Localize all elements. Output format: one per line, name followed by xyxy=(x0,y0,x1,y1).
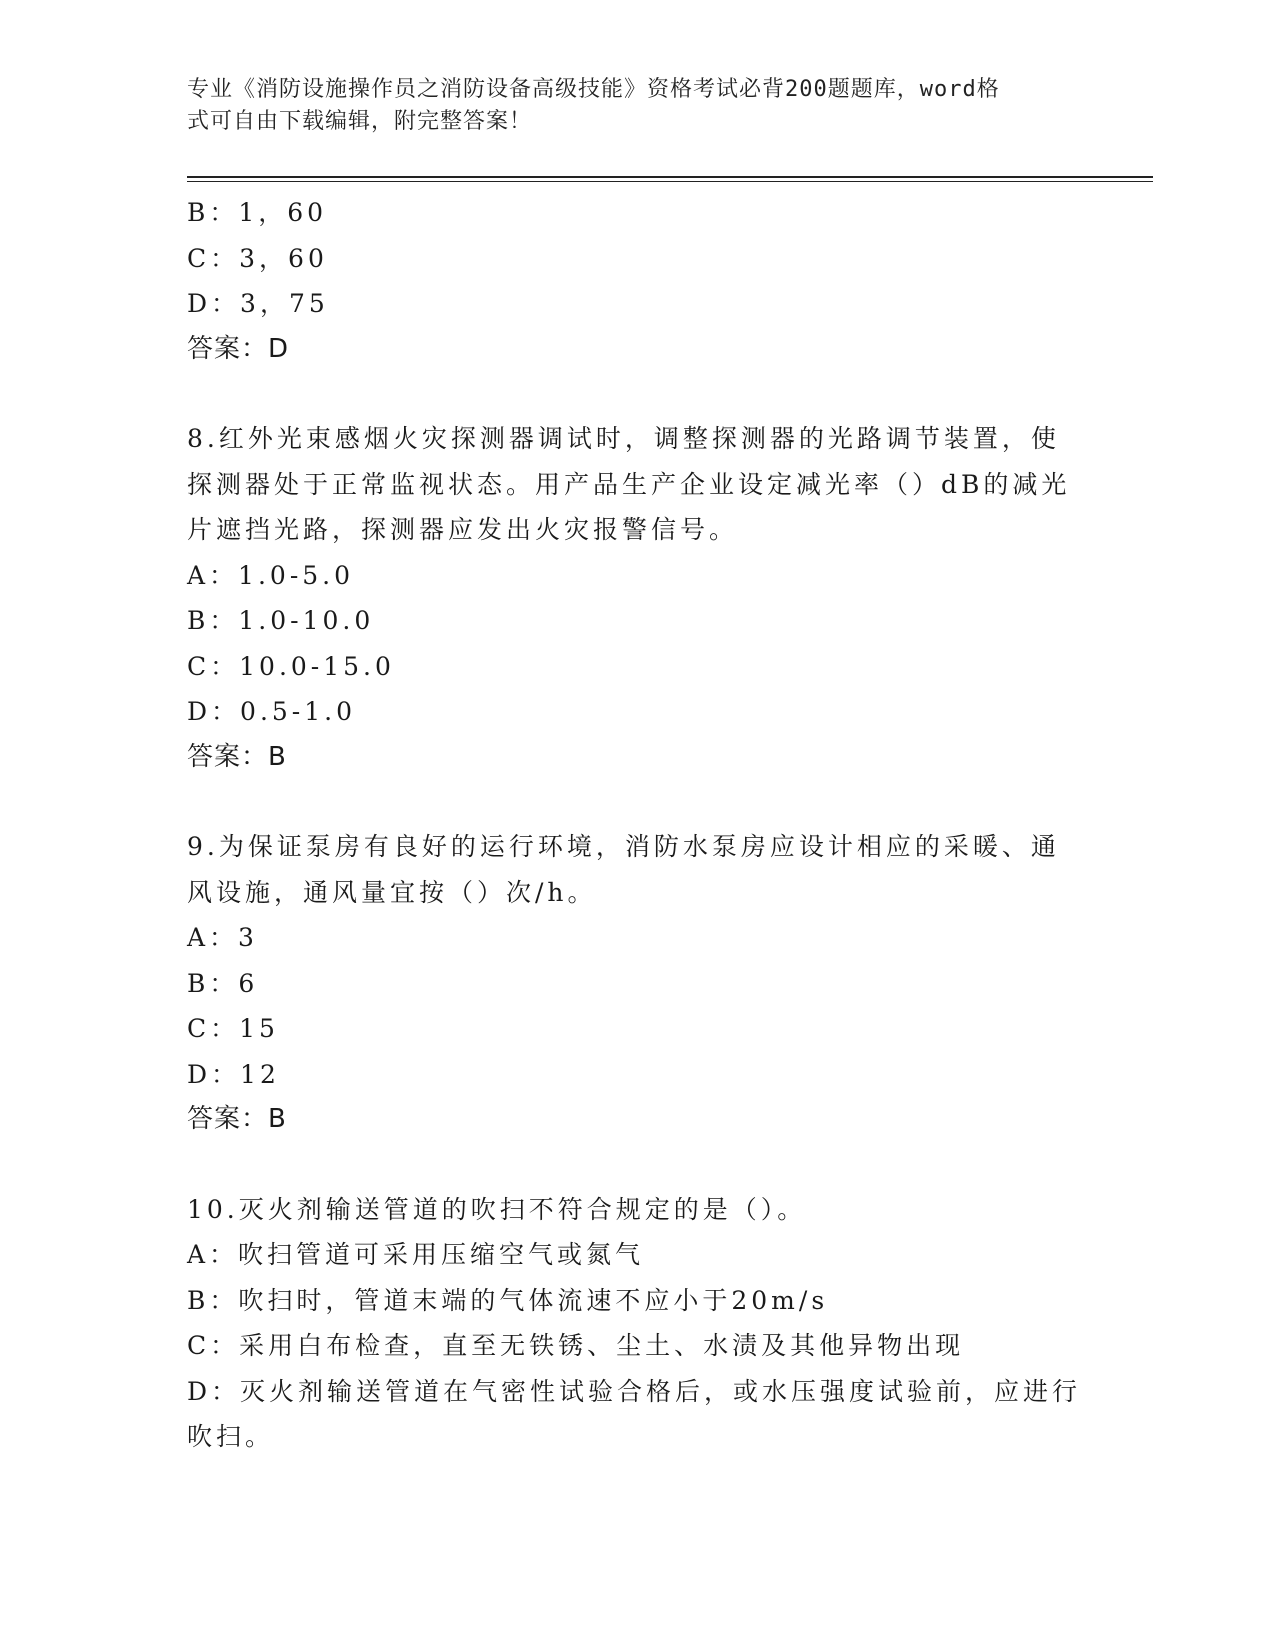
question-text-line: 风设施，通风量宜按（）次/h。 xyxy=(187,877,597,907)
spacer xyxy=(187,780,1067,824)
option-b: B：1.0-10.0 xyxy=(187,606,375,635)
question-text-line: 10.灭火剂输送管道的吹扫不符合规定的是（）。 xyxy=(187,1194,807,1224)
option-d-continuation: 吹扫。 xyxy=(187,1422,275,1451)
option-b: B：6 xyxy=(187,968,259,998)
option-c: C：10.0-15.0 xyxy=(187,651,395,681)
header-divider-thin xyxy=(187,181,1153,182)
option-a: A：1.0-5.0 xyxy=(187,560,355,590)
question-7-tail xyxy=(187,190,1067,372)
option-c: C：3，60 xyxy=(187,243,328,273)
option-c: C：采用白布检查，直至无铁锈、尘土、水渍及其他异物出现 xyxy=(187,1331,965,1360)
option-a: A：吹扫管道可采用压缩空气或氮气 xyxy=(187,1240,645,1269)
option-b: B：1，60 xyxy=(187,198,328,227)
option-d: D：0.5-1.0 xyxy=(187,697,357,726)
page-header xyxy=(187,74,1067,138)
option-d: D：12 xyxy=(187,1059,280,1089)
option-a: A：3 xyxy=(187,923,258,952)
answer-line: 答案：D xyxy=(187,333,290,364)
option-d: D：灭火剂输送管道在气密性试验合格后，或水压强度试验前，应进行 xyxy=(187,1376,1082,1406)
header-title-line-1: 专业《消防设施操作员之消防设备高级技能》资格考试必背200题题库，word格 xyxy=(187,77,1000,102)
answer-line: 答案：B xyxy=(187,741,287,772)
answer-line: 答案：B xyxy=(187,1104,287,1134)
question-text-line: 8.红外光束感烟火灾探测器调试时，调整探测器的光路调节装置，使 xyxy=(187,424,1060,453)
spacer xyxy=(187,372,1067,416)
option-c: C：15 xyxy=(187,1014,279,1043)
question-text-line: 9.为保证泵房有良好的运行环境，消防水泵房应设计相应的采暖、通 xyxy=(187,832,1060,861)
question-8 xyxy=(187,416,1071,780)
spacer xyxy=(187,1143,1067,1187)
question-9 xyxy=(187,824,1067,1143)
question-list xyxy=(187,190,1082,1460)
question-text-line: 片遮挡光路，探测器应发出火灾报警信号。 xyxy=(187,515,739,544)
header-title-line-2: 式可自由下载编辑，附完整答案！ xyxy=(187,109,533,134)
header-divider-thick xyxy=(187,176,1153,178)
question-10 xyxy=(187,1187,1082,1460)
option-b: B：吹扫时，管道末端的气体流速不应小于20m/s xyxy=(187,1285,829,1315)
question-text-line: 探测器处于正常监视状态。用产品生产企业设定减光率（）dB的减光 xyxy=(187,469,1071,499)
option-d: D：3，75 xyxy=(187,289,329,318)
